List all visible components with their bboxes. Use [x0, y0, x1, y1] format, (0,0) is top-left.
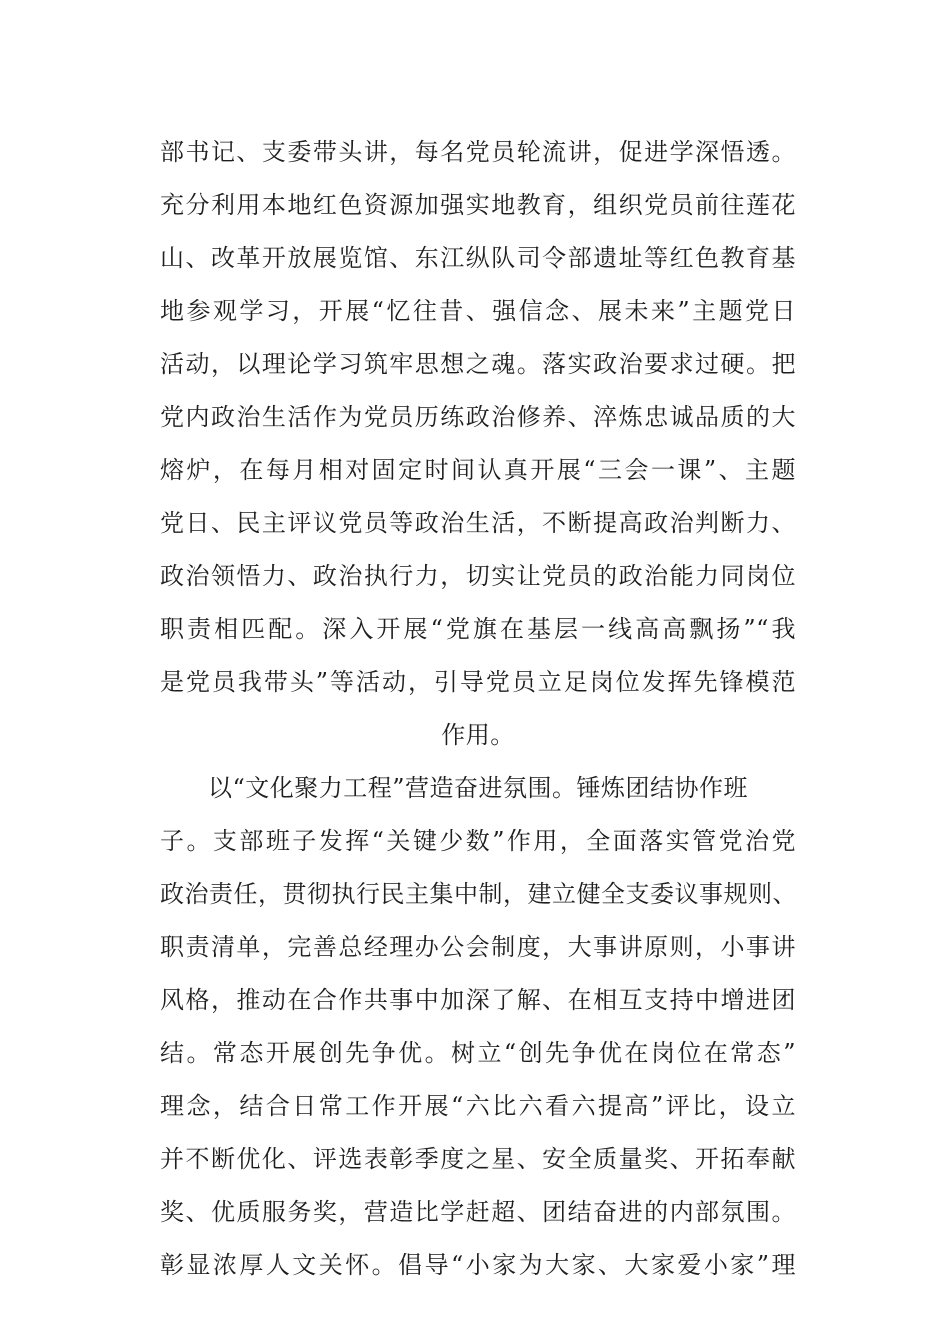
text-line: 地参观学习，开展“忆往昔、强信念、展未来”主题党日: [160, 297, 796, 325]
text-line: 职责相匹配。深入开展“党旗在基层一线高高飘扬”“我: [160, 615, 796, 643]
text-line: 党日、民主评议党员等政治生活，不断提高政治判断力、: [160, 509, 796, 537]
text-line: 并不断优化、评选表彰季度之星、安全质量奖、开拓奉献: [160, 1145, 796, 1173]
text-line: 山、改革开放展览馆、东江纵队司令部遗址等红色教育基: [160, 244, 796, 272]
text-line: 熔炉，在每月相对固定时间认真开展“三会一课”、主题: [160, 456, 796, 484]
text-line: 理念，结合日常工作开展“六比六看六提高”评比，设立: [160, 1092, 796, 1120]
text-line: 政治责任，贯彻执行民主集中制，建立健全支委议事规则、: [160, 880, 797, 908]
text-line: 部书记、支委带头讲，每名党员轮流讲，促进学深悟透。: [160, 138, 796, 166]
text-line: 彰显浓厚人文关怀。倡导“小家为大家、大家爱小家”理: [160, 1251, 796, 1279]
paragraph-first-line: 以“文化聚力工程”营造奋进氛围。锤炼团结协作班: [208, 774, 749, 802]
text-line: 结。常态开展创先争优。树立“创先争优在岗位在常态”: [160, 1039, 796, 1067]
text-line: 活动，以理论学习筑牢思想之魂。落实政治要求过硬。把: [160, 350, 796, 378]
text-line: 党内政治生活作为党员历练政治修养、淬炼忠诚品质的大: [160, 403, 796, 431]
text-line: 子。支部班子发挥“关键少数”作用，全面落实管党治党: [160, 827, 796, 855]
text-line: 风格，推动在合作共事中加深了解、在相互支持中增进团: [160, 986, 796, 1014]
text-line: 职责清单，完善总经理办公会制度，大事讲原则，小事讲: [160, 933, 796, 961]
text-line: 是党员我带头”等活动，引导党员立足岗位发挥先锋模范: [160, 668, 796, 696]
text-line: 奖、优质服务奖，营造比学赶超、团结奋进的内部氛围。: [160, 1198, 796, 1226]
text-line: 作用。: [441, 721, 515, 749]
text-line: 充分利用本地红色资源加强实地教育，组织党员前往莲花: [160, 191, 796, 219]
text-line: 政治领悟力、政治执行力，切实让党员的政治能力同岗位: [160, 562, 796, 590]
